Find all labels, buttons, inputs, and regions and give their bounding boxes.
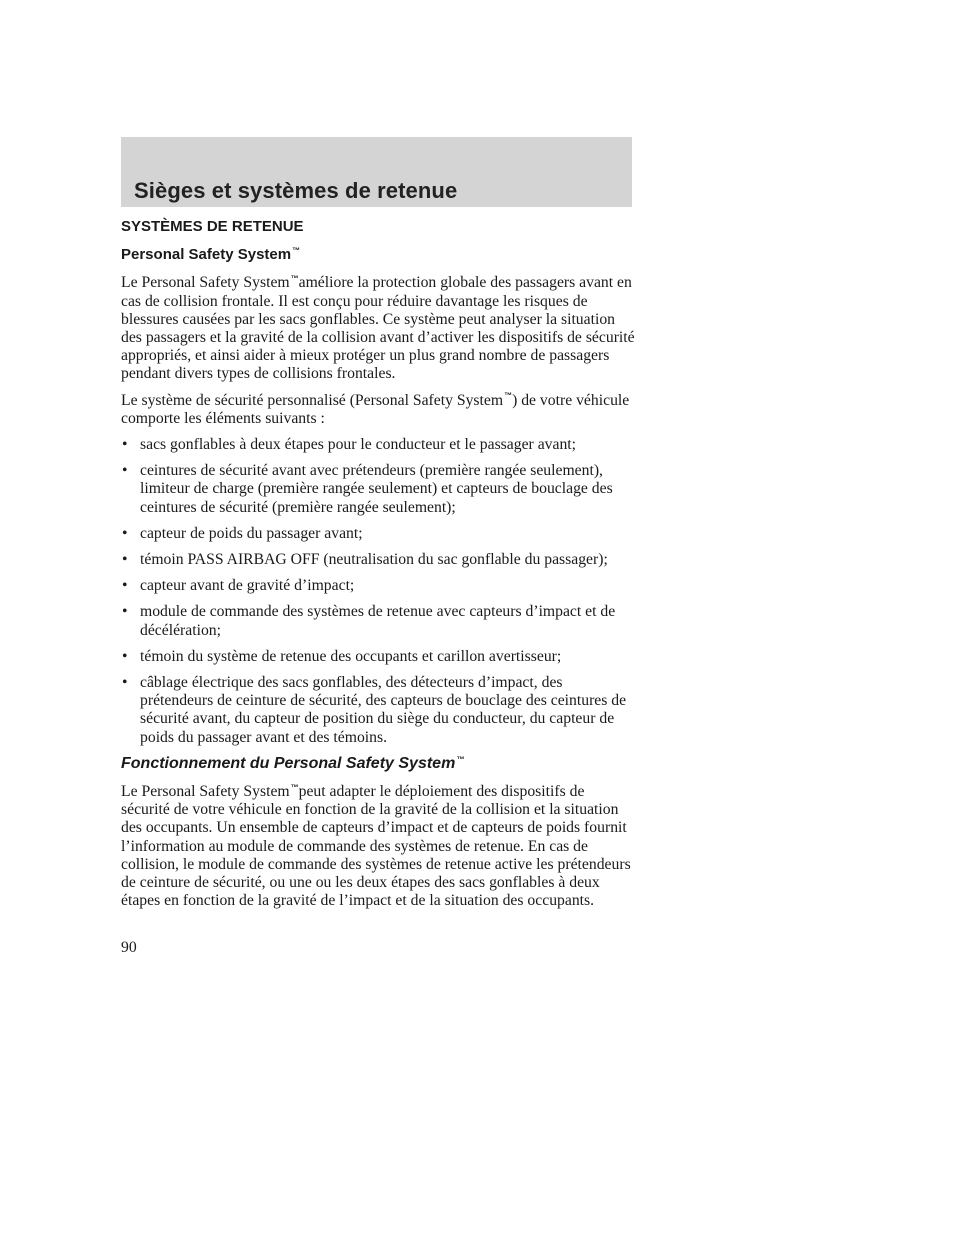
section-header-title: Sièges et systèmes de retenue: [134, 178, 458, 203]
list-item-text: capteur avant de gravité d’impact;: [140, 577, 355, 595]
list-item-text: sacs gonflables à deux étapes pour le conducteur et le passager avant;: [140, 436, 577, 454]
list-item-text: ceintures de sécurité avant avec prétendeurs (première rangée seulement), limiteur de charge (première rangée seulement) et capteurs de bouclage des ceintures de sécurité (première rangée seulement);: [140, 462, 613, 516]
subheading-personal-safety-system: [121, 246, 635, 264]
bullet-icon: •: [122, 603, 128, 621]
paragraph-lead: Le Personal Safety System: [121, 783, 290, 801]
list-item: [121, 577, 635, 595]
subheading-functioning: [121, 755, 635, 773]
trademark-mark: ™: [292, 246, 301, 256]
bullet-icon: •: [122, 462, 128, 480]
list-item: [121, 603, 635, 639]
section-heading: SYSTÈMES DE RETENUE: [121, 218, 304, 235]
components-intro-paragraph: [121, 392, 635, 428]
subheading-text: Fonctionnement du Personal Safety System: [121, 754, 456, 772]
list-item: [121, 525, 635, 543]
bullet-icon: •: [122, 436, 128, 454]
list-item: [121, 436, 635, 454]
bullet-icon: •: [122, 577, 128, 595]
list-item: [121, 648, 635, 666]
components-list: [121, 436, 635, 747]
list-item-text: câblage électrique des sacs gonflables, des détecteurs d’impact, des prétendeurs de ceinture de sécurité, des capteurs de bouclage des ceintures de sécurité avant, du capteur de position du siège du conducteur, du capteur de poids du passager avant et des témoins.: [140, 674, 627, 746]
paragraph-rest: peut adapter le déploiement des dispositifs de sécurité de votre véhicule en fonction de la gravité de la collision et la situation des occupants. Un ensemble de capteurs d’impact et de capteurs de poids fournit l’information au module de commande des systèmes de retenue. En cas de collision, le module de commande des systèmes de retenue active les prétendeurs de ceinture de sécurité, ou une ou les deux étapes des sacs gonflables à deux étapes en fonction de la gravité de l’impact et de la situation des occupants.: [121, 783, 631, 910]
bullet-icon: •: [122, 551, 128, 569]
bullet-icon: •: [122, 647, 128, 665]
paragraph-lead: Le système de sécurité personnalisé (Personal Safety System: [121, 391, 504, 409]
bullet-icon: •: [122, 674, 128, 692]
paragraph-rest: ) de votre véhicule comporte les éléments suivants :: [121, 391, 630, 427]
paragraph-rest: améliore la protection globale des passagers avant en cas de collision frontale. Il est conçu pour réduire davantage les risques de blessures causées par les sacs gonflables. Ce système peut analyser la situation des passagers et la gravité de la collision avant d’activer les dispositifs de sécurité appropriés, et ainsi aider à mieux protéger un plus grand nombre de passagers pendant divers types de collisions frontales.: [121, 274, 635, 383]
list-item-text: capteur de poids du passager avant;: [140, 524, 363, 542]
functioning-paragraph: [121, 783, 635, 910]
trademark-mark: ™: [290, 782, 299, 792]
list-item-text: module de commande des systèmes de retenue avec capteurs d’impact et de décélération;: [140, 603, 616, 639]
trademark-mark: ™: [456, 754, 465, 764]
list-item: [121, 551, 635, 569]
paragraph-lead: Le Personal Safety System: [121, 274, 290, 292]
trademark-mark: ™: [290, 274, 299, 284]
page-content: [121, 218, 635, 919]
bullet-icon: •: [122, 524, 128, 542]
trademark-mark: ™: [504, 391, 513, 401]
list-item: [121, 462, 635, 517]
subheading-text: Personal Safety System: [121, 246, 292, 264]
intro-paragraph: [121, 274, 635, 383]
list-item: [121, 674, 635, 747]
page-number: 90: [121, 939, 137, 956]
list-item-text: témoin du système de retenue des occupants et carillon avertisseur;: [140, 647, 562, 665]
list-item-text: témoin PASS AIRBAG OFF (neutralisation du sac gonflable du passager);: [140, 551, 608, 569]
